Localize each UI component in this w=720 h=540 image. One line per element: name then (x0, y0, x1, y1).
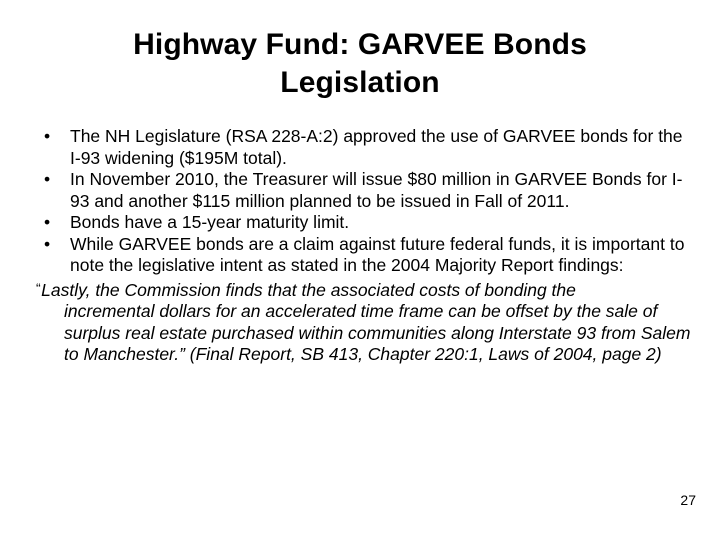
title-line-2: Legislation (280, 66, 440, 99)
page-number: 27 (680, 492, 696, 508)
list-item-text: In November 2010, the Treasurer will issue $80 million in GARVEE Bonds for I-93 and another $115 million planned to be issued in Fall of 2011. (70, 169, 683, 211)
list-item-text: While GARVEE bonds are a claim against future federal funds, it is important to note the legislative intent as stated in the 2004 Majority Report findings: (70, 233, 685, 275)
list-item (30, 234, 695, 277)
list-item (30, 212, 695, 234)
bullet-icon: • (44, 169, 51, 189)
list-item (30, 126, 695, 169)
quotation-text: incremental dollars for an accelerated time frame can be offset by the sale of surplus real estate purchased within communities along Interstate 93 from Salem to Manchester.” (Final Report, SB 413, Chapter 220:1, Laws of 2004, page 2) (64, 301, 691, 365)
bullet-list (30, 126, 695, 277)
quotation-first-line: Lastly, the Commission finds that the associated costs of bonding the (41, 279, 576, 300)
list-item-text: The NH Legislature (RSA 228-A:2) approved the use of GARVEE bonds for the I-93 widening ($195M total). (70, 126, 683, 168)
slide-body (30, 126, 695, 366)
list-item (30, 169, 695, 212)
quotation-block (30, 278, 695, 366)
page-title (30, 26, 690, 102)
list-item-text: Bonds have a 15-year maturity limit. (70, 212, 350, 232)
bullet-icon: • (44, 212, 51, 232)
title-line-1: Highway Fund: GARVEE Bonds (133, 28, 587, 61)
bullet-icon: • (44, 233, 51, 254)
bullet-icon: • (44, 126, 51, 146)
open-quote-mark: “ (36, 279, 42, 296)
